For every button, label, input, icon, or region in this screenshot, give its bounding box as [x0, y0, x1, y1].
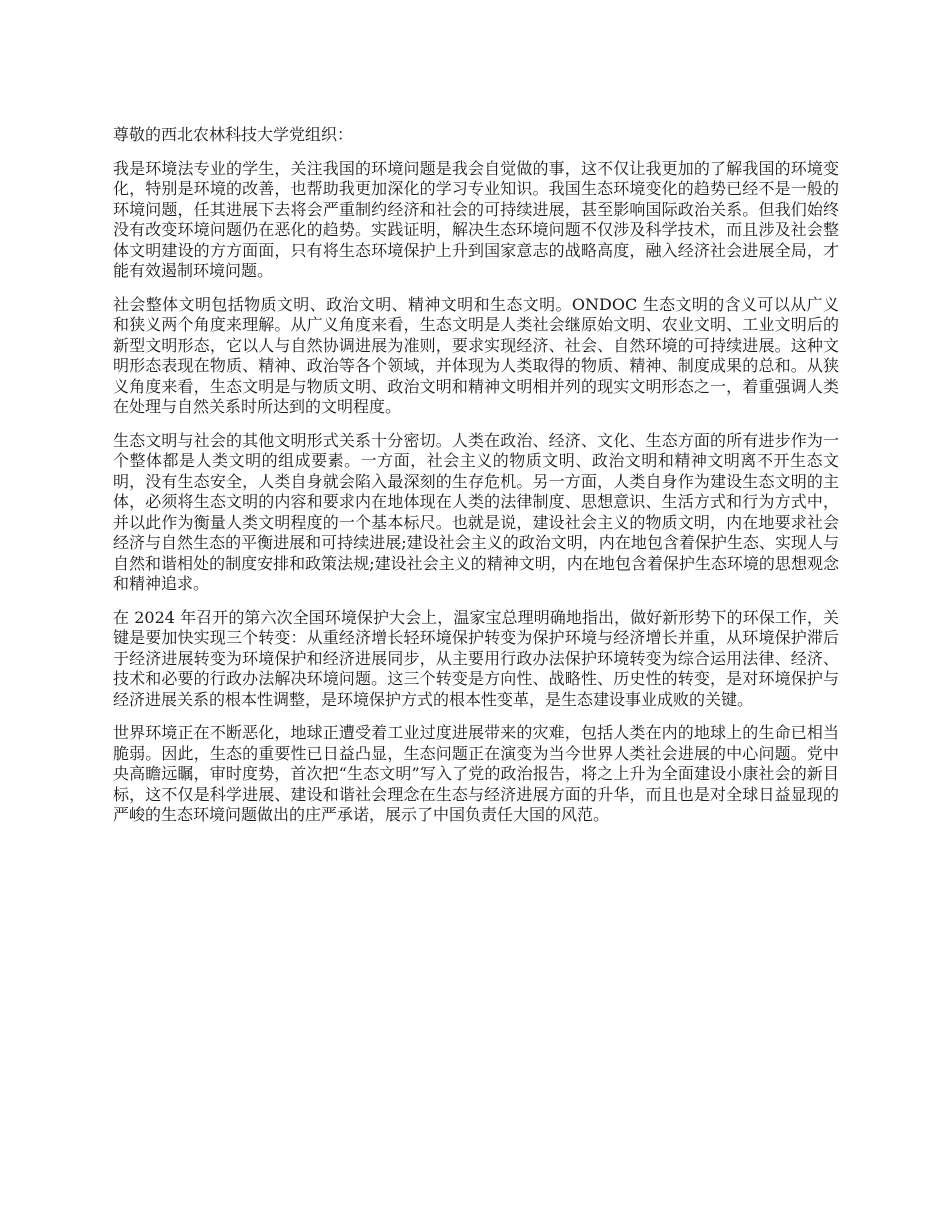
paragraph-1: 我是环境法专业的学生，关注我国的环境问题是我会自觉做的事，这不仅让我更加的了解我国的环境变化，特别是环境的改善，也帮助我更加深化的学习专业知识。我国生态环境变化的趋势已经不是一般的环境问题，任其进展下去将会严重制约经济和社会的可持续进展，甚至影响国际政治关系。但我们始终没有改变环境问题仍在恶化的趋势。实践证明，解决生态环境问题不仅涉及科学技术，而且涉及社会整体文明建设的方方面面，只有将生态环境保护上升到国家意志的战略高度，融入经济社会进展全局，才能有效遏制环境问题。 — [113, 158, 839, 280]
letter-body — [113, 125, 839, 839]
paragraph-5: 世界环境正在不断恶化，地球正遭受着工业过度进展带来的灾难，包括人类在内的地球上的生命已相当脆弱。因此，生态的重要性已日益凸显，生态问题正在演变为当今世界人类社会进展的中心问题。党中央高瞻远瞩，审时度势，首次把“生态文明”写入了党的政治报告，将之上升为全面建设小康社会的新目标，这不仅是科学进展、建设和谐社会理念在生态与经济进展方面的升华，而且也是对全球日益显现的严峻的生态环境问题做出的庄严承诺，展示了中国负责任大国的风范。 — [113, 723, 839, 824]
salutation: 尊敬的西北农林科技大学党组织： — [113, 125, 354, 144]
paragraph-2: 社会整体文明包括物质文明、政治文明、精神文明和生态文明。ONDOC 生态文明的含义可以从广义和狭义两个角度来理解。从广义角度来看，生态文明是人类社会继原始文明、农业文明、工业文明后的新型文明形态，它以人与自然协调进展为准则，要求实现经济、社会、自然环境的可持续进展。这种文明形态表现在物质、精神、政治等各个领域，并体现为人类取得的物质、精神、制度成果的总和。从狭义角度来看，生态文明是与物质文明、政治文明和精神文明相并列的现实文明形态之一，着重强调人类在处理与自然关系时所达到的文明程度。 — [113, 294, 839, 416]
paragraph-3: 生态文明与社会的其他文明形式关系十分密切。人类在政治、经济、文化、生态方面的所有进步作为一个整体都是人类文明的组成要素。一方面，社会主义的物质文明、政治文明和精神文明离不开生态文明，没有生态安全，人类自身就会陷入最深刻的生存危机。另一方面，人类自身作为建设生态文明的主体，必须将生态文明的内容和要求内在地体现在人类的法律制度、思想意识、生活方式和行为方式中，并以此作为衡量人类文明程度的一个基本标尺。也就是说，建设社会主义的物质文明，内在地要求社会经济与自然生态的平衡进展和可持续进展;建设社会主义的政治文明，内在地包含着保护生态、实现人与自然和谐相处的制度安排和政策法规;建设社会主义的精神文明，内在地包含着保护生态环境的思想观念和精神追求。 — [113, 430, 839, 593]
paragraph-4: 在 2024 年召开的第六次全国环境保护大会上，温家宝总理明确地指出，做好新形势下的环保工作，关键是要加快实现三个转变：从重经济增长轻环境保护转变为保护环境与经济增长并重，从环境保护滞后于经济进展转变为环境保护和经济进展同步，从主要用行政办法保护环境转变为综合运用法律、经济、技术和必要的行政办法解决环境问题。这三个转变是方向性、战略性、历史性的转变，是对环境保护与经济进展关系的根本性调整，是环境保护方式的根本性变革，是生态建设事业成败的关键。 — [113, 607, 839, 709]
